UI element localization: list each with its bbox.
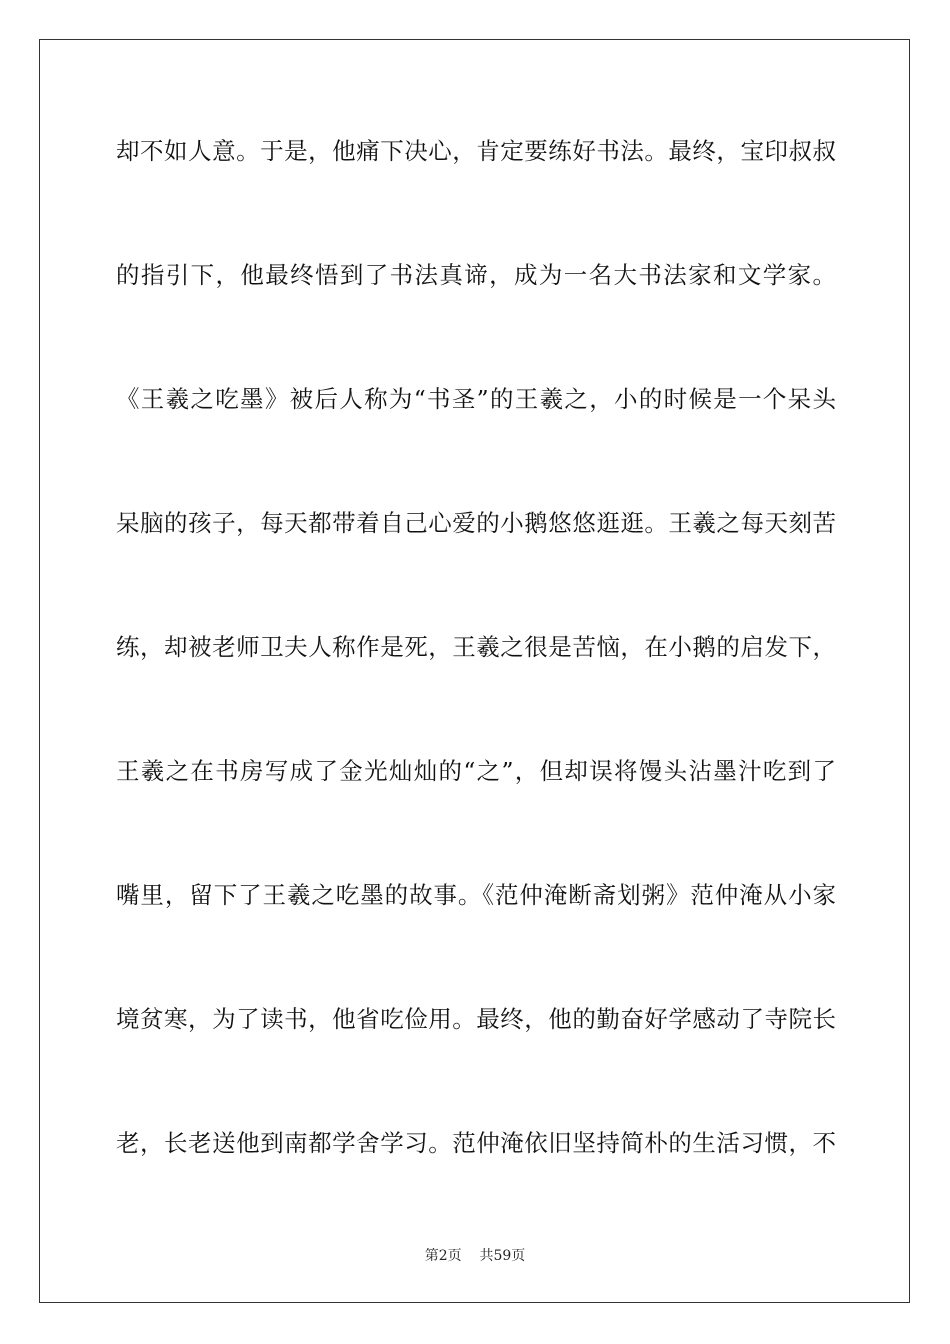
body-text-line-9: 老，长老送他到南都学舍学习。范仲淹依旧坚持简朴的生活习惯，不 (116, 1129, 836, 1157)
page-number: 第2页 (424, 1248, 462, 1264)
body-text-line-7: 嘴里，留下了王羲之吃墨的故事。《范仲淹断斋划粥》范仲淹从小家 (116, 881, 836, 909)
body-text-line-1: 却不如人意。于是，他痛下决心，肯定要练好书法。最终，宝印叔叔 (116, 137, 836, 165)
body-text-line-6: 王羲之在书房写成了金光灿灿的“之”，但却误将馒头沾墨汁吃到了 (116, 757, 836, 785)
body-text-line-5: 练，却被老师卫夫人称作是死，王羲之很是苦恼，在小鹅的启发下， (116, 633, 836, 661)
page-border (39, 39, 910, 1303)
page-footer (0, 1247, 950, 1265)
body-text-line-8: 境贫寒，为了读书，他省吃俭用。最终，他的勤奋好学感动了寺院长 (116, 1005, 836, 1033)
total-pages: 共59页 (479, 1248, 526, 1264)
body-text-line-3: 《王羲之吃墨》被后人称为“书圣”的王羲之，小的时候是一个呆头 (116, 385, 836, 413)
body-text-line-4: 呆脑的孩子，每天都带着自己心爱的小鹅悠悠逛逛。王羲之每天刻苦 (116, 509, 836, 537)
body-text-line-2: 的指引下，他最终悟到了书法真谛，成为一名大书法家和文学家。 (116, 261, 836, 289)
